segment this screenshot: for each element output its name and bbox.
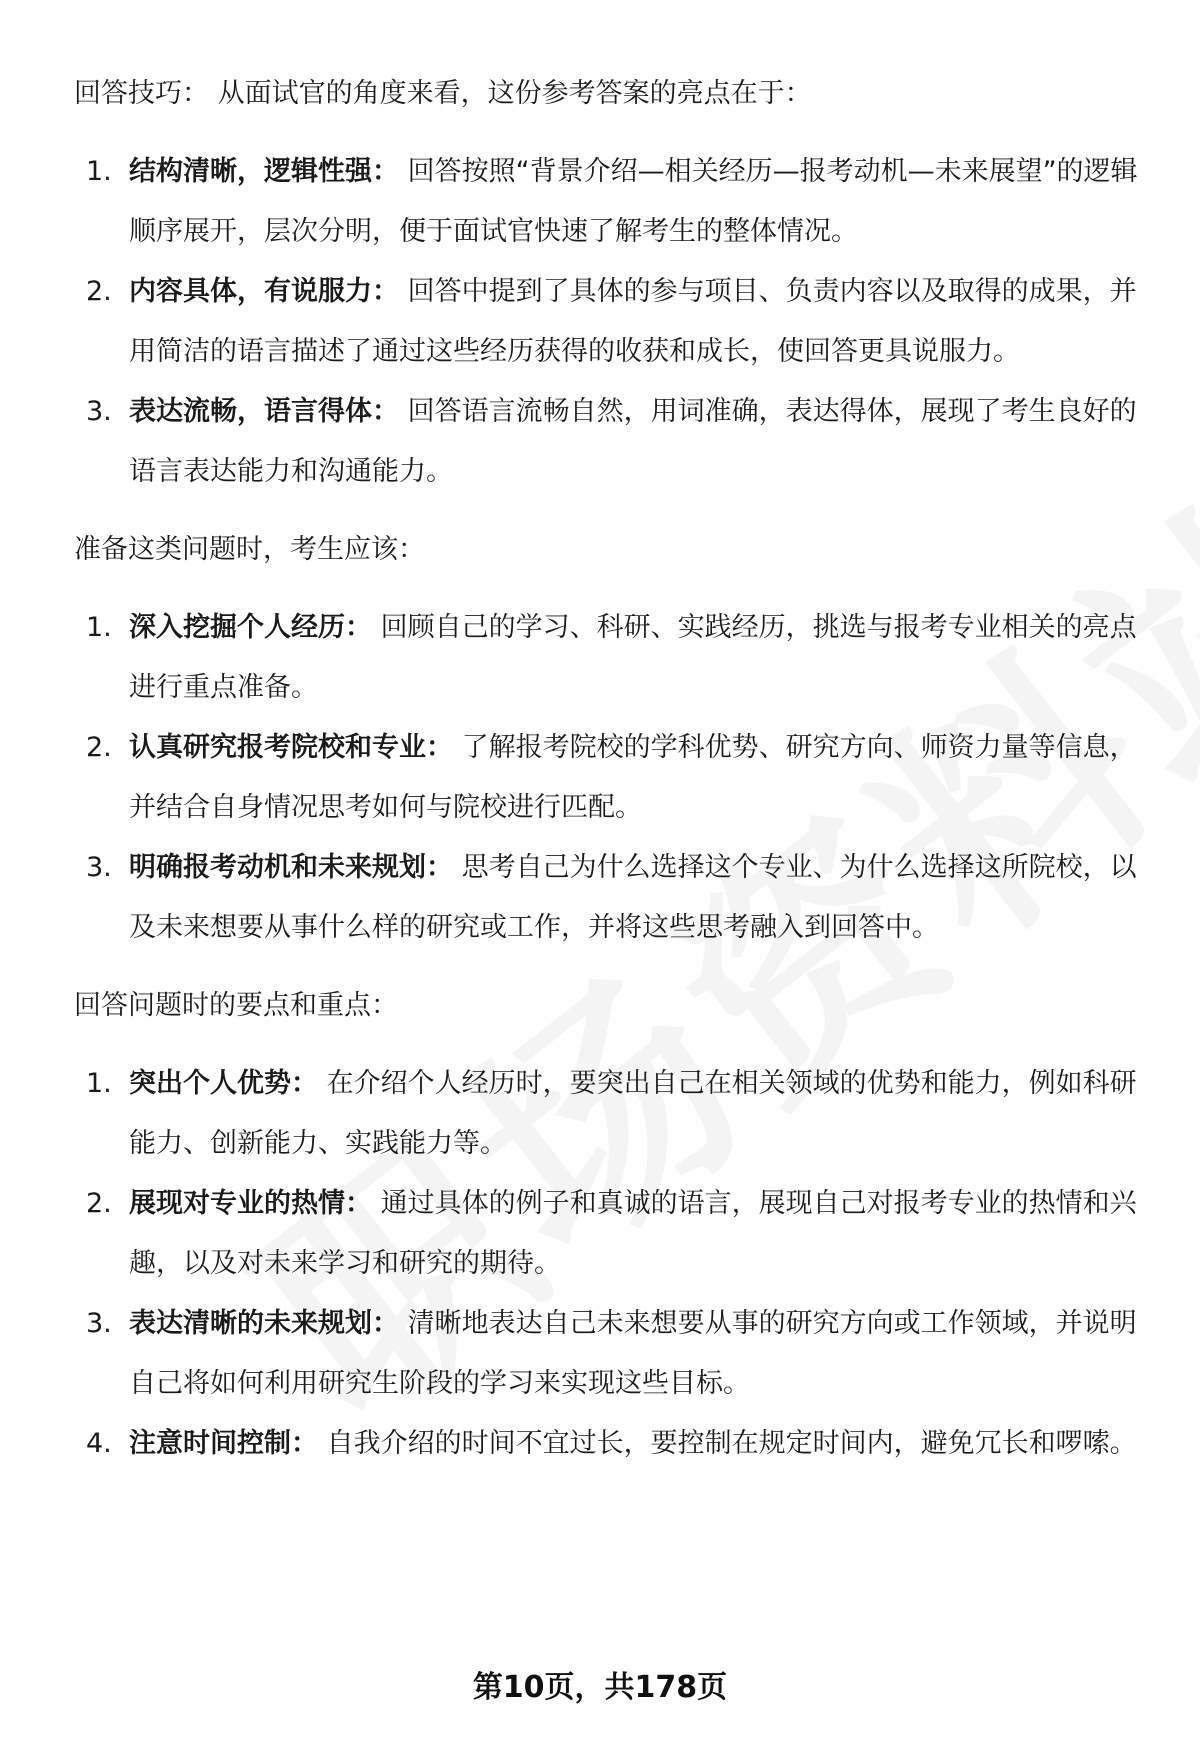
item-title: 注意时间控制： [129, 1428, 318, 1459]
intro-paragraph: 回答技巧： 从面试官的角度来看，这份参考答案的亮点在于： [74, 78, 812, 109]
list-item [74, 382, 1154, 502]
item-title: 认真研究报考院校和专业： [129, 732, 453, 763]
item-title: 内容具体，有说服力： [129, 276, 399, 307]
list-item [74, 1414, 1154, 1474]
item-title: 明确报考动机和未来规划： [129, 852, 453, 883]
prep-heading: 准备这类问题时，考生应该： [74, 534, 425, 565]
list-item [74, 142, 1154, 262]
item-text: 回顾自己的学习、科研、实践经历，挑选与报考专业相关的亮点进行重点准备。 [129, 612, 1137, 703]
item-number: 3. [86, 852, 112, 883]
item-text: 回答语言流畅自然，用词准确，表达得体，展现了考生良好的语言表达能力和沟通能力。 [129, 396, 1137, 487]
item-text: 通过具体的例子和真诚的语言，展现自己对报考专业的热情和兴趣，以及对未来学习和研究的期待。 [129, 1188, 1137, 1279]
item-title: 结构清晰，逻辑性强： [129, 156, 399, 187]
page-number: 第10页，共178页 [472, 1670, 728, 1705]
item-number: 3. [86, 396, 112, 427]
list-item [74, 1294, 1154, 1414]
points-heading: 回答问题时的要点和重点： [74, 990, 398, 1021]
item-text: 清晰地表达自己未来想要从事的研究方向或工作领域，并说明自己将如何利用研究生阶段的学习来实现这些目标。 [129, 1308, 1137, 1399]
item-text: 回答按照“背景介绍—相关经历—报考动机—未来展望”的逻辑顺序展开，层次分明，便于面试官快速了解考生的整体情况。 [129, 156, 1138, 247]
points-list [74, 1054, 1154, 1474]
item-number: 2. [86, 732, 112, 763]
list-item [74, 1054, 1154, 1174]
item-number: 3. [86, 1308, 112, 1339]
item-number: 4. [86, 1428, 112, 1459]
prep-list [74, 598, 1154, 958]
item-text: 自我介绍的时间不宜过长，要控制在规定时间内，避免冗长和啰嗦。 [318, 1428, 1137, 1459]
item-title: 表达清晰的未来规划： [129, 1308, 399, 1339]
item-text: 在介绍个人经历时，要突出自己在相关领域的优势和能力，例如科研能力、创新能力、实践能力等。 [129, 1068, 1137, 1159]
item-text: 了解报考院校的学科优势、研究方向、师资力量等信息，并结合自身情况思考如何与院校进行匹配。 [129, 732, 1137, 823]
page-content [74, 64, 1154, 1492]
list-item [74, 718, 1154, 838]
item-title: 展现对专业的热情： [129, 1188, 372, 1219]
item-title: 突出个人优势： [129, 1068, 318, 1099]
list-item [74, 262, 1154, 382]
item-number: 2. [86, 1188, 112, 1219]
list-item [74, 598, 1154, 718]
list-item [74, 838, 1154, 958]
item-number: 1. [86, 156, 112, 187]
list-item [74, 1174, 1154, 1294]
item-number: 1. [86, 1068, 112, 1099]
item-number: 1. [86, 612, 112, 643]
item-title: 表达流畅，语言得体： [129, 396, 399, 427]
item-number: 2. [86, 276, 112, 307]
item-text: 回答中提到了具体的参与项目、负责内容以及取得的成果，并用简洁的语言描述了通过这些经历获得的收获和成长，使回答更具说服力。 [129, 276, 1137, 367]
item-title: 深入挖掘个人经历： [129, 612, 372, 643]
item-text: 思考自己为什么选择这个专业、为什么选择这所院校，以及未来想要从事什么样的研究或工作，并将这些思考融入到回答中。 [129, 852, 1137, 943]
highlights-list [74, 142, 1154, 502]
